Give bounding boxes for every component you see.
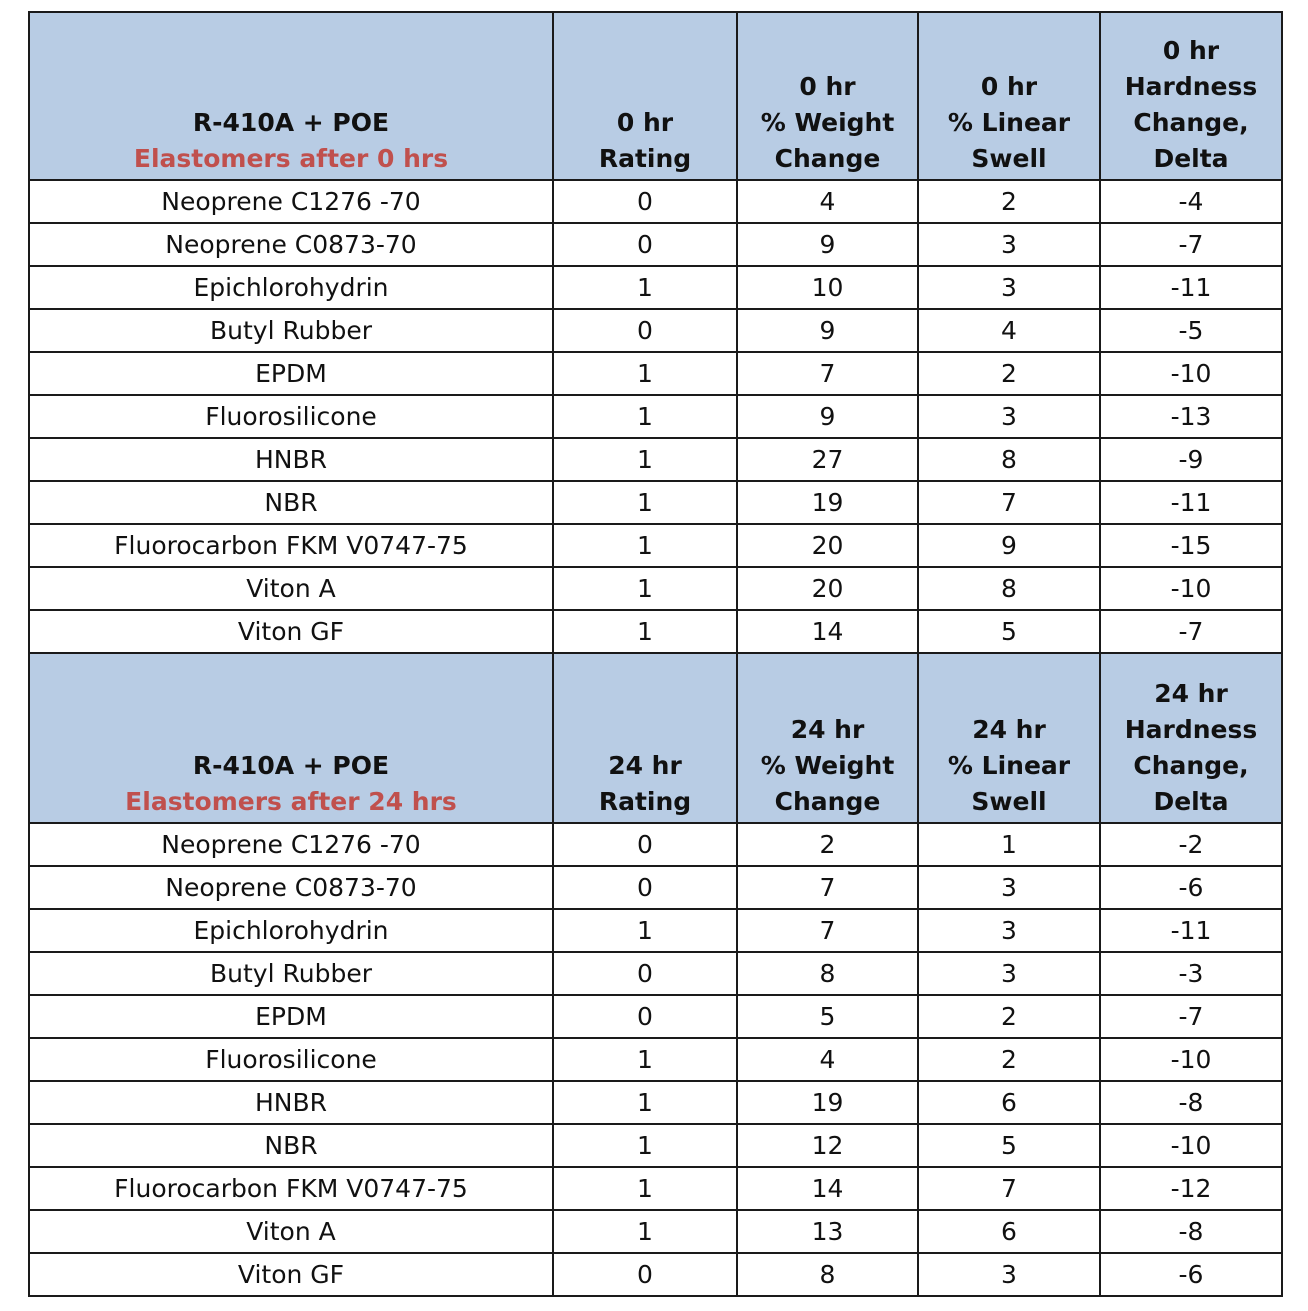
- table-row: [29, 481, 1282, 524]
- rating-cell: 1: [553, 481, 737, 524]
- weight-header: [737, 12, 918, 180]
- material-header-title: R-410A + POE: [192, 108, 390, 137]
- elastomer-table-container: [28, 11, 1281, 1297]
- material-cell: Fluorocarbon FKM V0747-75: [29, 524, 553, 567]
- material-cell: HNBR: [29, 438, 553, 481]
- material-cell: HNBR: [29, 1081, 553, 1124]
- table-row: [29, 223, 1282, 266]
- rating-header-line: 24 hr: [608, 751, 682, 780]
- material-cell: Fluorosilicone: [29, 1038, 553, 1081]
- material-cell: Fluorocarbon FKM V0747-75: [29, 1167, 553, 1210]
- table-row: [29, 866, 1282, 909]
- table-row: [29, 567, 1282, 610]
- table-row: [29, 180, 1282, 223]
- rating-cell: 0: [553, 995, 737, 1038]
- table-row: [29, 1253, 1282, 1296]
- linear-swell-cell: 1: [918, 823, 1100, 866]
- linear-swell-cell: 8: [918, 567, 1100, 610]
- linear-swell-cell: 7: [918, 481, 1100, 524]
- hardness-header-line: Hardness: [1124, 715, 1258, 744]
- table-row: [29, 909, 1282, 952]
- rating-cell: 1: [553, 610, 737, 653]
- hardness-change-cell: -2: [1100, 823, 1282, 866]
- hardness-change-cell: -7: [1100, 995, 1282, 1038]
- weight-change-cell: 4: [737, 180, 918, 223]
- material-cell: Butyl Rubber: [29, 952, 553, 995]
- rating-cell: 1: [553, 352, 737, 395]
- rating-header-line: 0 hr: [616, 108, 674, 137]
- material-cell: NBR: [29, 1124, 553, 1167]
- table-row: [29, 1081, 1282, 1124]
- linear-swell-cell: 2: [918, 352, 1100, 395]
- linear-swell-cell: 4: [918, 309, 1100, 352]
- table-row: [29, 610, 1282, 653]
- hardness-header: [1100, 12, 1282, 180]
- linear-swell-cell: 3: [918, 866, 1100, 909]
- weight-change-cell: 20: [737, 524, 918, 567]
- linear-swell-cell: 2: [918, 180, 1100, 223]
- rating-cell: 1: [553, 1167, 737, 1210]
- rating-cell: 0: [553, 823, 737, 866]
- weight-header-line: 0 hr: [799, 72, 856, 101]
- hardness-change-cell: -11: [1100, 266, 1282, 309]
- weight-change-cell: 12: [737, 1124, 918, 1167]
- linear-swell-cell: 3: [918, 952, 1100, 995]
- table-row: [29, 823, 1282, 866]
- linear-swell-cell: 7: [918, 1167, 1100, 1210]
- rating-cell: 0: [553, 1253, 737, 1296]
- weight-change-cell: 14: [737, 1167, 918, 1210]
- hardness-change-cell: -4: [1100, 180, 1282, 223]
- material-cell: EPDM: [29, 995, 553, 1038]
- weight-change-cell: 13: [737, 1210, 918, 1253]
- hardness-change-cell: -10: [1100, 567, 1282, 610]
- hardness-header-line: 0 hr: [1162, 36, 1220, 65]
- weight-change-cell: 7: [737, 909, 918, 952]
- table-row: [29, 1124, 1282, 1167]
- hardness-header-line: Change,: [1133, 751, 1249, 780]
- linear-header-line: % Linear: [947, 108, 1071, 137]
- rating-cell: 1: [553, 1124, 737, 1167]
- rating-cell: 1: [553, 395, 737, 438]
- table-row: [29, 352, 1282, 395]
- hardness-change-cell: -11: [1100, 481, 1282, 524]
- rating-cell: 0: [553, 309, 737, 352]
- material-cell: EPDM: [29, 352, 553, 395]
- table-row: [29, 1038, 1282, 1081]
- rating-cell: 1: [553, 909, 737, 952]
- weight-change-cell: 8: [737, 952, 918, 995]
- rating-header: [553, 12, 737, 180]
- rating-cell: 1: [553, 1210, 737, 1253]
- weight-change-cell: 9: [737, 309, 918, 352]
- linear-swell-cell: 3: [918, 266, 1100, 309]
- hardness-change-cell: -10: [1100, 1038, 1282, 1081]
- weight-change-cell: 10: [737, 266, 918, 309]
- weight-change-cell: 19: [737, 1081, 918, 1124]
- linear-swell-cell: 5: [918, 1124, 1100, 1167]
- linear-header-line: Swell: [971, 787, 1047, 816]
- linear-swell-cell: 8: [918, 438, 1100, 481]
- material-cell: Neoprene C0873-70: [29, 866, 553, 909]
- table-row: [29, 438, 1282, 481]
- weight-header-line: % Weight: [760, 108, 895, 137]
- linear-swell-cell: 3: [918, 1253, 1100, 1296]
- material-cell: Epichlorohydrin: [29, 266, 553, 309]
- linear-swell-cell: 3: [918, 909, 1100, 952]
- header-row-0: [29, 12, 1282, 180]
- rating-cell: 1: [553, 1081, 737, 1124]
- linear-header: [918, 653, 1100, 823]
- elastomer-compatibility-table: [28, 11, 1283, 1297]
- material-header-subtitle: Elastomers after 0 hrs: [133, 144, 449, 173]
- table-row: [29, 1210, 1282, 1253]
- hardness-change-cell: -5: [1100, 309, 1282, 352]
- hardness-change-cell: -8: [1100, 1081, 1282, 1124]
- table-row: [29, 1167, 1282, 1210]
- material-cell: Fluorosilicone: [29, 395, 553, 438]
- material-header-subtitle: Elastomers after 24 hrs: [125, 787, 457, 816]
- hardness-change-cell: -8: [1100, 1210, 1282, 1253]
- hardness-header-line: Delta: [1153, 144, 1229, 173]
- hardness-change-cell: -6: [1100, 1253, 1282, 1296]
- hardness-header-line: 24 hr: [1154, 679, 1228, 708]
- hardness-change-cell: -13: [1100, 395, 1282, 438]
- rating-cell: 0: [553, 952, 737, 995]
- material-cell: Viton GF: [29, 1253, 553, 1296]
- weight-change-cell: 4: [737, 1038, 918, 1081]
- weight-change-cell: 7: [737, 866, 918, 909]
- table-row: [29, 266, 1282, 309]
- linear-header: [918, 12, 1100, 180]
- weight-change-cell: 7: [737, 352, 918, 395]
- material-cell: Neoprene C1276 -70: [29, 180, 553, 223]
- hardness-header: [1100, 653, 1282, 823]
- table-row: [29, 995, 1282, 1038]
- material-cell: Viton GF: [29, 610, 553, 653]
- table-body: [29, 12, 1282, 1296]
- linear-swell-cell: 2: [918, 1038, 1100, 1081]
- table-row: [29, 952, 1282, 995]
- hardness-change-cell: -15: [1100, 524, 1282, 567]
- weight-change-cell: 8: [737, 1253, 918, 1296]
- hardness-header-line: Change,: [1133, 108, 1249, 137]
- weight-header-line: % Weight: [760, 751, 895, 780]
- rating-header-line: Rating: [598, 144, 692, 173]
- rating-header: [553, 653, 737, 823]
- table-row: [29, 309, 1282, 352]
- weight-header-line: Change: [774, 787, 881, 816]
- rating-cell: 1: [553, 524, 737, 567]
- linear-swell-cell: 9: [918, 524, 1100, 567]
- linear-header-line: % Linear: [947, 751, 1071, 780]
- weight-change-cell: 2: [737, 823, 918, 866]
- material-header: [29, 12, 553, 180]
- linear-header-line: Swell: [971, 144, 1047, 173]
- hardness-change-cell: -7: [1100, 610, 1282, 653]
- rating-header-line: Rating: [598, 787, 692, 816]
- weight-change-cell: 19: [737, 481, 918, 524]
- material-cell: Epichlorohydrin: [29, 909, 553, 952]
- weight-change-cell: 27: [737, 438, 918, 481]
- material-header-title: R-410A + POE: [192, 751, 390, 780]
- linear-header-line: 24 hr: [972, 715, 1046, 744]
- weight-change-cell: 20: [737, 567, 918, 610]
- weight-change-cell: 9: [737, 395, 918, 438]
- hardness-change-cell: -10: [1100, 1124, 1282, 1167]
- rating-cell: 0: [553, 180, 737, 223]
- material-cell: Neoprene C0873-70: [29, 223, 553, 266]
- linear-swell-cell: 2: [918, 995, 1100, 1038]
- material-cell: Butyl Rubber: [29, 309, 553, 352]
- linear-swell-cell: 6: [918, 1081, 1100, 1124]
- weight-header: [737, 653, 918, 823]
- header-row-1: [29, 653, 1282, 823]
- linear-header-line: 0 hr: [980, 72, 1038, 101]
- linear-swell-cell: 5: [918, 610, 1100, 653]
- hardness-header-line: Delta: [1153, 787, 1229, 816]
- hardness-change-cell: -9: [1100, 438, 1282, 481]
- hardness-change-cell: -10: [1100, 352, 1282, 395]
- weight-change-cell: 14: [737, 610, 918, 653]
- weight-change-cell: 5: [737, 995, 918, 1038]
- material-cell: Viton A: [29, 567, 553, 610]
- rating-cell: 0: [553, 866, 737, 909]
- material-header: [29, 653, 553, 823]
- linear-swell-cell: 3: [918, 223, 1100, 266]
- hardness-change-cell: -3: [1100, 952, 1282, 995]
- hardness-change-cell: -12: [1100, 1167, 1282, 1210]
- rating-cell: 1: [553, 1038, 737, 1081]
- rating-cell: 1: [553, 438, 737, 481]
- table-row: [29, 524, 1282, 567]
- rating-cell: 1: [553, 266, 737, 309]
- material-cell: NBR: [29, 481, 553, 524]
- hardness-change-cell: -6: [1100, 866, 1282, 909]
- material-cell: Neoprene C1276 -70: [29, 823, 553, 866]
- linear-swell-cell: 6: [918, 1210, 1100, 1253]
- weight-change-cell: 9: [737, 223, 918, 266]
- table-row: [29, 395, 1282, 438]
- hardness-change-cell: -7: [1100, 223, 1282, 266]
- weight-header-line: 24 hr: [790, 715, 865, 744]
- hardness-header-line: Hardness: [1124, 72, 1258, 101]
- weight-header-line: Change: [774, 144, 881, 173]
- rating-cell: 1: [553, 567, 737, 610]
- material-cell: Viton A: [29, 1210, 553, 1253]
- linear-swell-cell: 3: [918, 395, 1100, 438]
- rating-cell: 0: [553, 223, 737, 266]
- hardness-change-cell: -11: [1100, 909, 1282, 952]
